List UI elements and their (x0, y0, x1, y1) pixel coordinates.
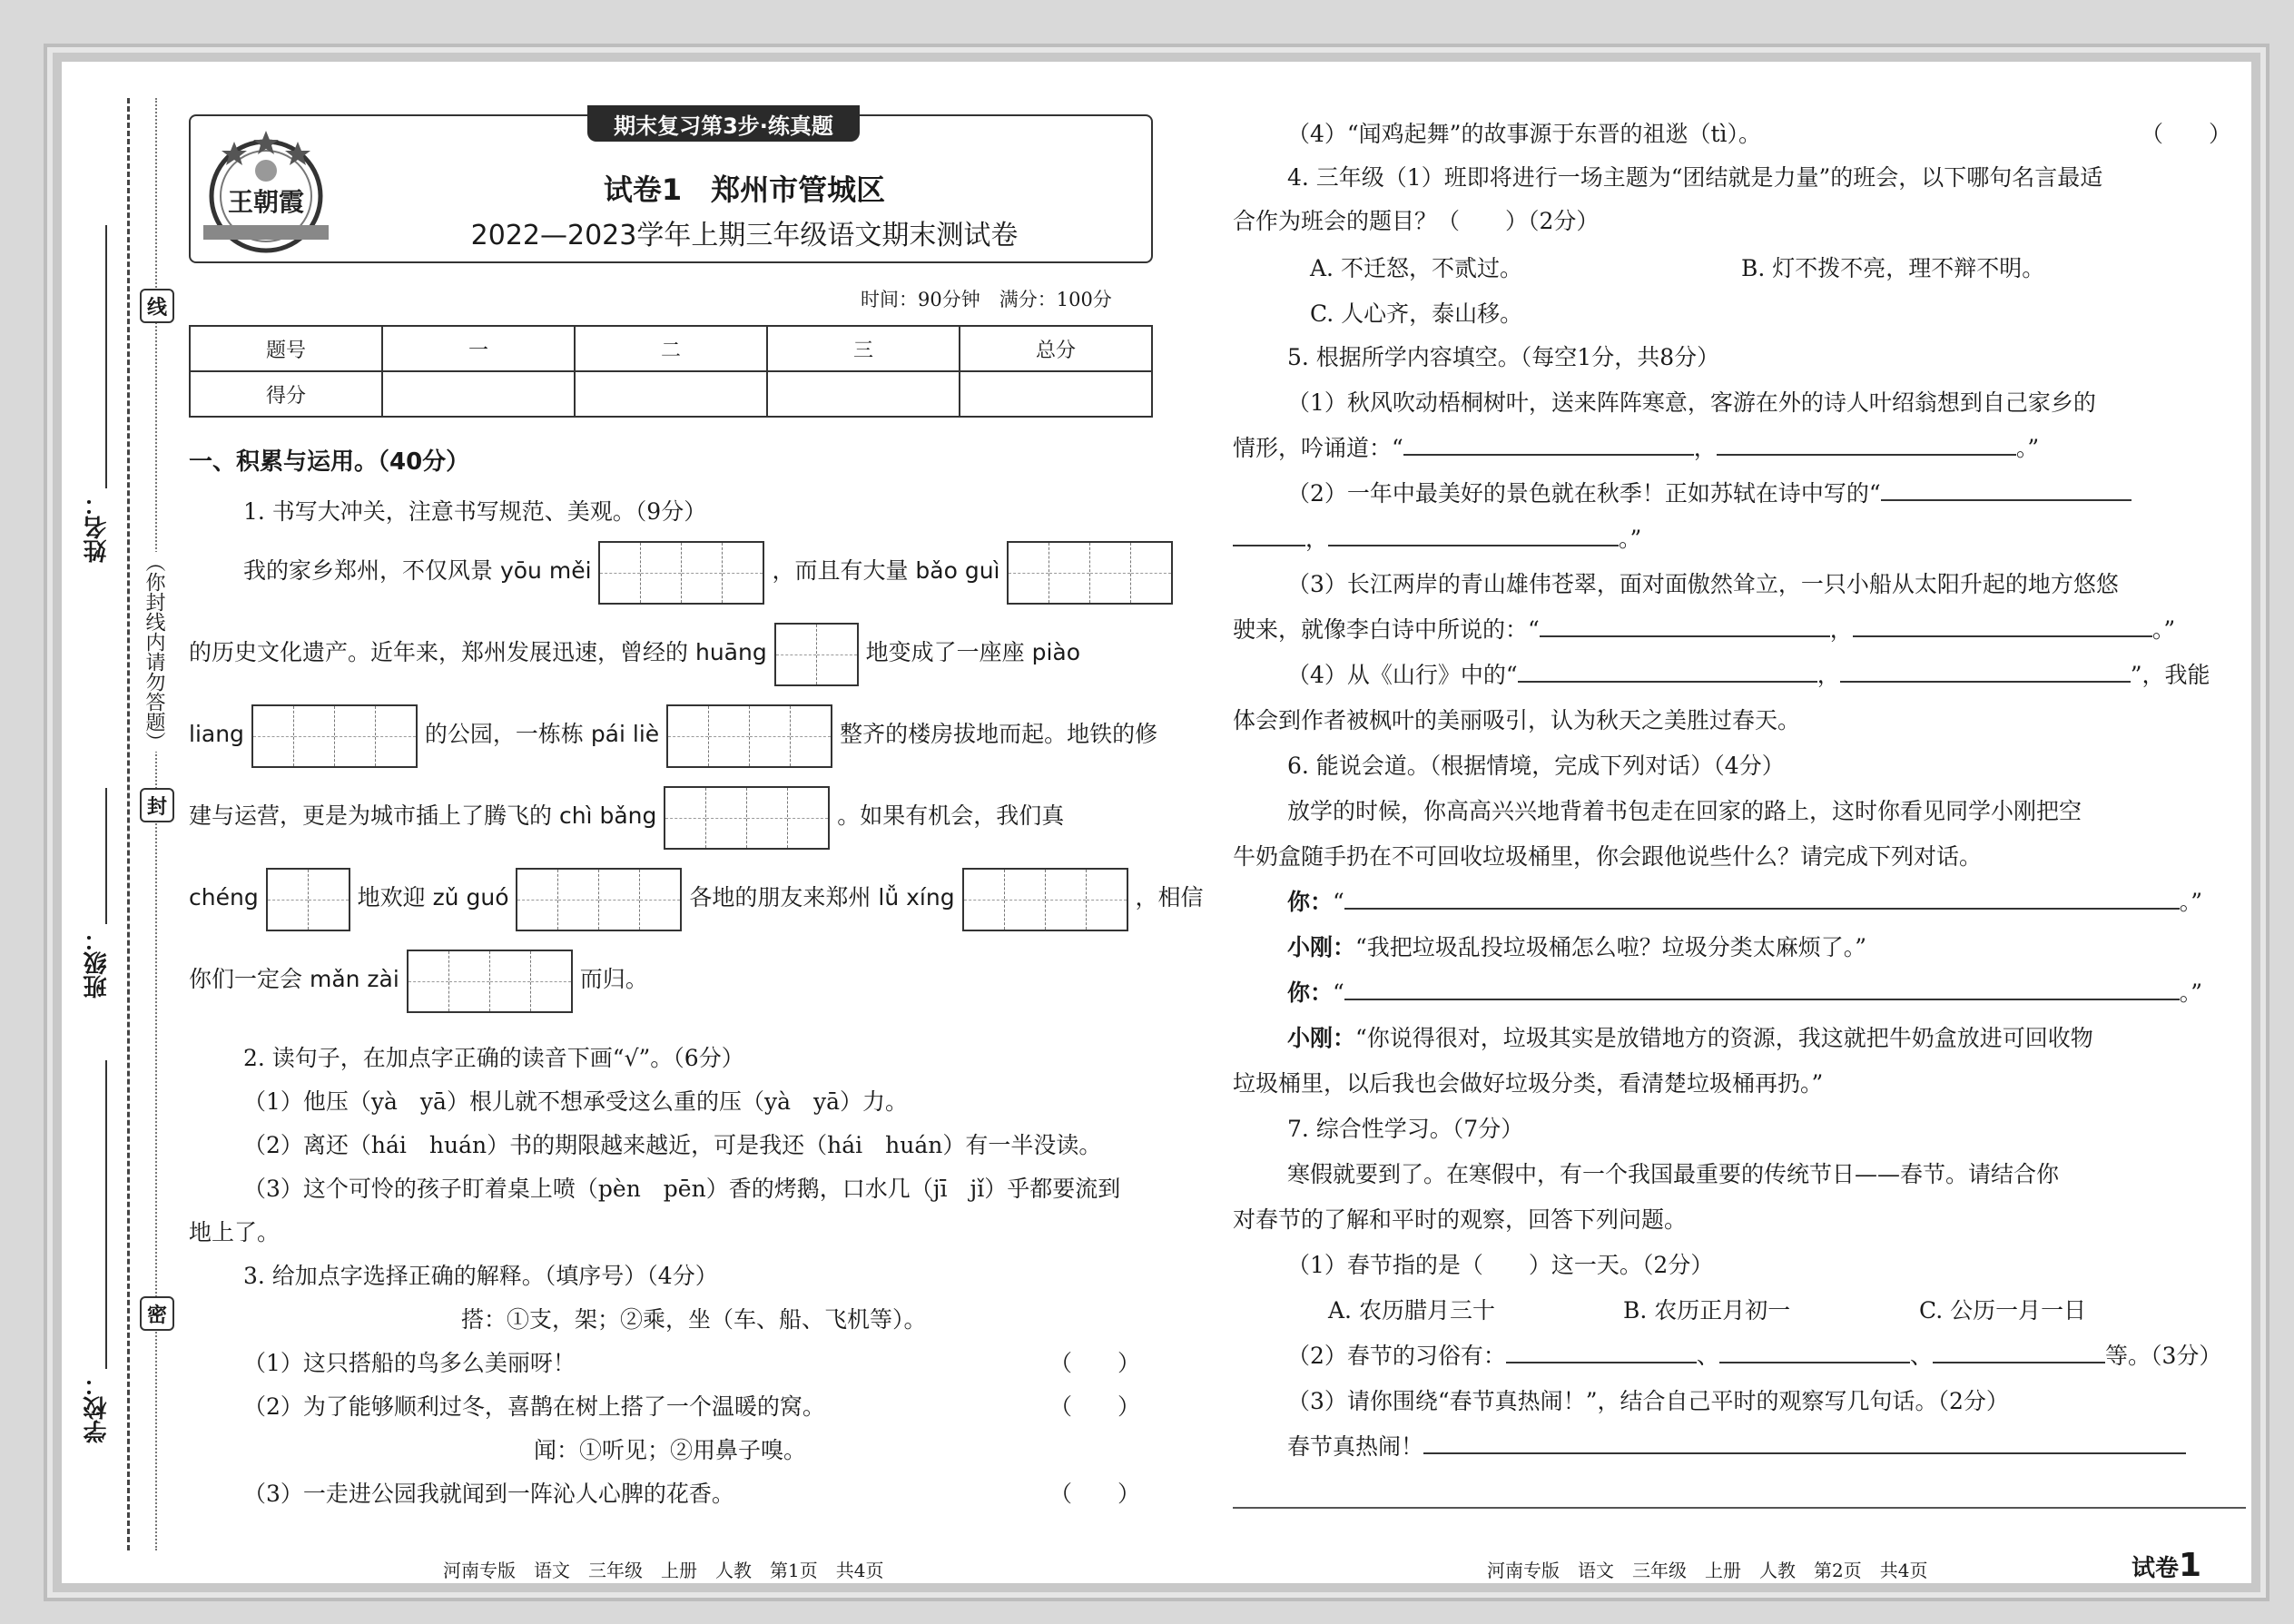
text: 春节真热闹！ (1287, 1433, 1424, 1460)
answer-blank[interactable] (1719, 1342, 1910, 1363)
text: 等。（3分） (2104, 1343, 2222, 1369)
text: 我的家乡郑州，不仅风景 (243, 557, 494, 584)
q5-item-1: （1）秋风吹动梧桐树叶，送来阵阵寒意，客游在外的诗人叶绍翁想到自己家乡的 (1287, 389, 2096, 416)
answer-blank[interactable] (1328, 525, 1619, 546)
question-1: 1. 书写大冲关，注意书写规范、美观。（9分） (243, 498, 707, 525)
answer-blank[interactable] (1933, 1342, 2105, 1363)
table-cell: 题号 (190, 326, 382, 371)
speaker-label: 小刚： (1287, 934, 1356, 960)
q5-item-4: （4）从《山行》中的“ ， ”，我能 (1287, 662, 2210, 688)
class-label: 班级： (80, 924, 113, 1002)
q1-line-3 (189, 703, 1157, 768)
text: （2）春节的习俗有： (1287, 1343, 1506, 1369)
writing-grid[interactable] (774, 623, 859, 686)
question-6: 6. 能说会道。（根据情境，完成下列对话）（4分） (1287, 753, 1785, 779)
answer-blank[interactable] (1403, 434, 1694, 456)
q3-definition-wen: 闻：①听见；②用鼻子嗅。 (534, 1437, 807, 1463)
question-4-cont: 合作为班会的题目？（ ）（2分） (1233, 208, 1600, 234)
answer-paren[interactable]: （ ） (2141, 121, 2232, 147)
q2-item-2: （2）离还（hái huán）书的期限越来越近，可是我还（hái huán）有一半没读。 (243, 1132, 1102, 1158)
table-cell: 得分 (190, 371, 382, 417)
table-cell: 三 (767, 326, 960, 371)
q3-item-1: （1）这只搭船的鸟多么美丽呀！ (243, 1350, 576, 1376)
q7-option-b[interactable]: B. 农历正月初一 (1623, 1297, 1791, 1324)
question-7: 7. 综合性学习。（7分） (1287, 1116, 1524, 1142)
q3-item-3: （3）一走进公园我就闻到一阵沁人心脾的花香。 (243, 1481, 734, 1507)
binding-note: （你封线内请勿答题） (138, 552, 169, 752)
q1-line-1 (243, 539, 1173, 605)
q7-context-cont: 对春节的了解和平时的观察，回答下列问题。 (1233, 1206, 1688, 1233)
q7-item-3: （3）请你围绕“春节真热闹！”，结合自己平时的观察写几句话。（2分） (1287, 1388, 2009, 1414)
writing-grid[interactable] (962, 868, 1128, 931)
question-5: 5. 根据所学内容填空。（每空1分，共8分） (1287, 344, 1720, 370)
text: 建与运营，更是为城市插上了腾飞的 (189, 802, 553, 829)
text: 地变成了一座座 (865, 639, 1025, 665)
q5-item-2 (1287, 476, 2132, 508)
q2-item-1: （1）他压（yà yā）根儿就不想承受这么重的压（yà yā）力。 (243, 1088, 909, 1115)
q6-context-cont: 牛奶盒随手扔在不可回收垃圾桶里，你会跟他说些什么？请完成下列对话。 (1233, 843, 1983, 870)
exam-title: 试卷1 郑州市管城区 (603, 172, 886, 207)
text: “你说得很对，垃圾其实是放错地方的资源，我这就把牛奶盒放进可回收物 (1355, 1025, 2093, 1051)
dialog-xiaogang-2-cont: 垃圾桶里，以后我也会做好垃圾分类，看清楚垃圾桶再扔。” (1233, 1070, 1824, 1097)
answer-blank[interactable] (1518, 661, 1817, 683)
question-3: 3. 给加点字选择正确的解释。（填序号）（4分） (243, 1263, 718, 1289)
writing-grid[interactable] (266, 868, 350, 931)
text: 你们一定会 (189, 966, 303, 992)
seal-line-mark: 线 (140, 289, 174, 323)
q1-line-2 (189, 621, 1080, 686)
question-2: 2. 读句子，在加点字正确的读音下画“√”。（6分） (243, 1045, 744, 1071)
answer-blank[interactable] (1881, 479, 2132, 501)
table-cell: 一 (382, 326, 575, 371)
exam-subtitle: 2022—2023学年上期三年级语文期末测试卷 (470, 220, 1019, 251)
q7-context: 寒假就要到了。在寒假中，有一个我国最重要的传统节日——春节。请结合你 (1287, 1161, 2060, 1187)
paper-number-badge (2132, 1547, 2201, 1584)
text: 整齐的楼房拔地而起。地铁的修 (840, 721, 1158, 747)
answer-paren[interactable]: （ ） (1049, 1350, 1141, 1376)
answer-blank[interactable] (1506, 1342, 1697, 1363)
q7-item-4 (1287, 1429, 2186, 1462)
badge-number: 1 (2179, 1547, 2202, 1584)
pinyin: chì bǎng (558, 802, 657, 829)
text: 的公园，一栋栋 (424, 721, 584, 747)
table-cell: 二 (575, 326, 767, 371)
q7-item-2: （2）春节的习俗有： 、 、 等。（3分） (1287, 1343, 2222, 1369)
footer-right: 河南专版 语文 三年级 上册 人教 第2页 共4页 (1487, 1560, 1928, 1581)
pinyin: lǚ xíng (878, 884, 955, 910)
pinyin: yōu měi (499, 557, 592, 584)
speaker-label: 你： (1287, 979, 1334, 1006)
q4-option-c[interactable]: C. 人心齐，泰山移。 (1310, 300, 1523, 327)
text: 情形，吟诵道：“ (1233, 435, 1403, 461)
text: 各地的朋友来郑州 (689, 884, 871, 910)
seal-feng-mark: 封 (140, 788, 174, 822)
text: ，而且有大量 (772, 557, 909, 584)
speaker-label: 你： (1287, 889, 1334, 915)
text: 地欢迎 (357, 884, 426, 910)
text: 驶来，就像李白诗中所说的：“ (1233, 616, 1540, 643)
exam-meta: 时间：90分钟 满分：100分 (861, 289, 1112, 310)
q7-option-c[interactable]: C. 公历一月一日 (1919, 1297, 2087, 1324)
name-label: 姓名： (80, 488, 113, 566)
right-column (1233, 62, 2246, 1514)
pinyin: zǔ guó (432, 884, 509, 910)
answer-paren[interactable]: （ ） (1049, 1393, 1141, 1420)
q3-item-4: （4）“闻鸡起舞”的故事源于东晋的祖逖（tì）。 (1287, 121, 1762, 147)
text: “我把垃圾乱投垃圾桶怎么啦？垃圾分类太麻烦了。” (1355, 934, 1867, 960)
text: ”，我能 (2130, 662, 2210, 688)
q5-item-2-cont: ， 。” (1233, 521, 1641, 554)
text: 的历史文化遗产。近年来，郑州发展迅速，曾经的 (189, 639, 689, 665)
answer-blank[interactable] (1233, 525, 1305, 546)
pinyin: huāng (694, 639, 767, 665)
text: ，相信 (1135, 884, 1204, 910)
writing-grid[interactable] (1007, 541, 1173, 605)
writing-grid[interactable] (251, 704, 418, 768)
answer-blank[interactable] (1840, 661, 2131, 683)
q1-line-5 (189, 866, 1204, 931)
q5-item-3-cont: 驶来，就像李白诗中所说的：“ ， 。” (1233, 616, 2176, 643)
writing-grid[interactable] (666, 704, 832, 768)
seal-mi-mark: 密 (140, 1296, 174, 1331)
answer-blank[interactable] (1344, 888, 2180, 910)
section-heading: 一、积累与运用。（40分） (189, 448, 470, 476)
text: （4）从《山行》中的“ (1287, 662, 1518, 688)
q1-line-6 (189, 948, 648, 1013)
dialog-you-1: 你：“ 。” (1287, 889, 2203, 915)
text: 。如果有机会，我们真 (837, 802, 1065, 829)
footer-left: 河南专版 语文 三年级 上册 人教 第1页 共4页 (443, 1560, 884, 1581)
name-field[interactable] (105, 225, 107, 488)
school-field[interactable] (105, 1060, 107, 1369)
svg-text:王朝霞: 王朝霞 (227, 187, 305, 217)
answer-blank[interactable] (1540, 615, 1830, 637)
table-cell: 总分 (960, 326, 1152, 371)
dialog-xiaogang-2 (1287, 1020, 2093, 1053)
q5-item-4-cont: 体会到作者被枫叶的美丽吸引，认为秋天之美胜过春天。 (1233, 707, 1801, 733)
writing-grid[interactable] (407, 950, 573, 1013)
writing-grid[interactable] (516, 868, 682, 931)
question-4: 4. 三年级（1）班即将进行一场主题为“团结就是力量”的班会，以下哪句名言最适 (1287, 164, 2103, 191)
answer-paren[interactable]: （ ） (1049, 1481, 1141, 1507)
class-field[interactable] (105, 788, 107, 924)
dialog-xiaogang-1 (1287, 930, 1866, 962)
q2-item-3: （3）这个可怜的孩子盯着桌上喷（pèn pēn）香的烤鹅，口水几（jī jǐ）乎都要流到 (243, 1176, 1121, 1202)
pinyin: pái liè (590, 721, 660, 747)
binding-strip (62, 62, 167, 1583)
pinyin: piào (1031, 639, 1081, 665)
speaker-label: 小刚： (1287, 1025, 1356, 1051)
q7-item-1: （1）春节指的是（ ）这一天。（2分） (1287, 1252, 1714, 1278)
exam-sheet (53, 53, 2260, 1592)
answer-blank[interactable] (1853, 615, 2152, 637)
writing-grid[interactable] (598, 541, 764, 605)
q4-option-b[interactable]: B. 灯不拨不亮，理不辩不明。 (1741, 255, 2045, 281)
q3-definition-da: 搭：①支，架；②乘，坐（车、船、飞机等）。 (461, 1306, 927, 1333)
school-label: 学校： (80, 1369, 113, 1447)
q1-line-4 (189, 784, 1064, 850)
q5-item-1-cont: 情形，吟诵道：“ ， 。” (1233, 435, 2040, 461)
q2-item-3-cont: 地上了。 (189, 1219, 281, 1245)
q7-option-a[interactable]: A. 农历腊月三十 (1328, 1297, 1495, 1324)
binding-dashed-line (127, 98, 130, 1550)
q5-item-3: （3）长江两岸的青山雄伟苍翠，面对面傲然耸立，一只小船从太阳升起的地方悠悠 (1287, 571, 2119, 597)
answer-blank[interactable] (1344, 979, 2180, 1000)
text: 而归。 (579, 966, 648, 992)
pinyin: bǎo guì (915, 557, 1000, 584)
pinyin: mǎn zài (309, 966, 399, 992)
badge-label: 试卷 (2132, 1555, 2180, 1582)
left-column (189, 62, 1204, 1514)
answer-blank[interactable] (1717, 434, 2016, 456)
answer-blank[interactable] (1423, 1432, 2186, 1454)
text: （2）一年中最美好的景色就在秋季！正如苏轼在诗中写的“ (1287, 480, 1881, 507)
writing-grid[interactable] (664, 786, 830, 850)
pinyin: chéng (189, 884, 259, 910)
q3-item-2: （2）为了能够顺利过冬，喜鹊在树上搭了一个温暖的窝。 (243, 1393, 825, 1420)
q6-context: 放学的时候，你高高兴兴地背着书包走在回家的路上，这时你看见同学小刚把空 (1287, 798, 2082, 824)
divider (1233, 1507, 2246, 1509)
step-tag: 期末复习第3步·练真题 (587, 105, 860, 142)
q4-option-a[interactable]: A. 不迁怒，不贰过。 (1310, 255, 1522, 281)
dialog-you-2: 你：“ 。” (1287, 979, 2203, 1006)
pinyin: liang (189, 721, 244, 747)
